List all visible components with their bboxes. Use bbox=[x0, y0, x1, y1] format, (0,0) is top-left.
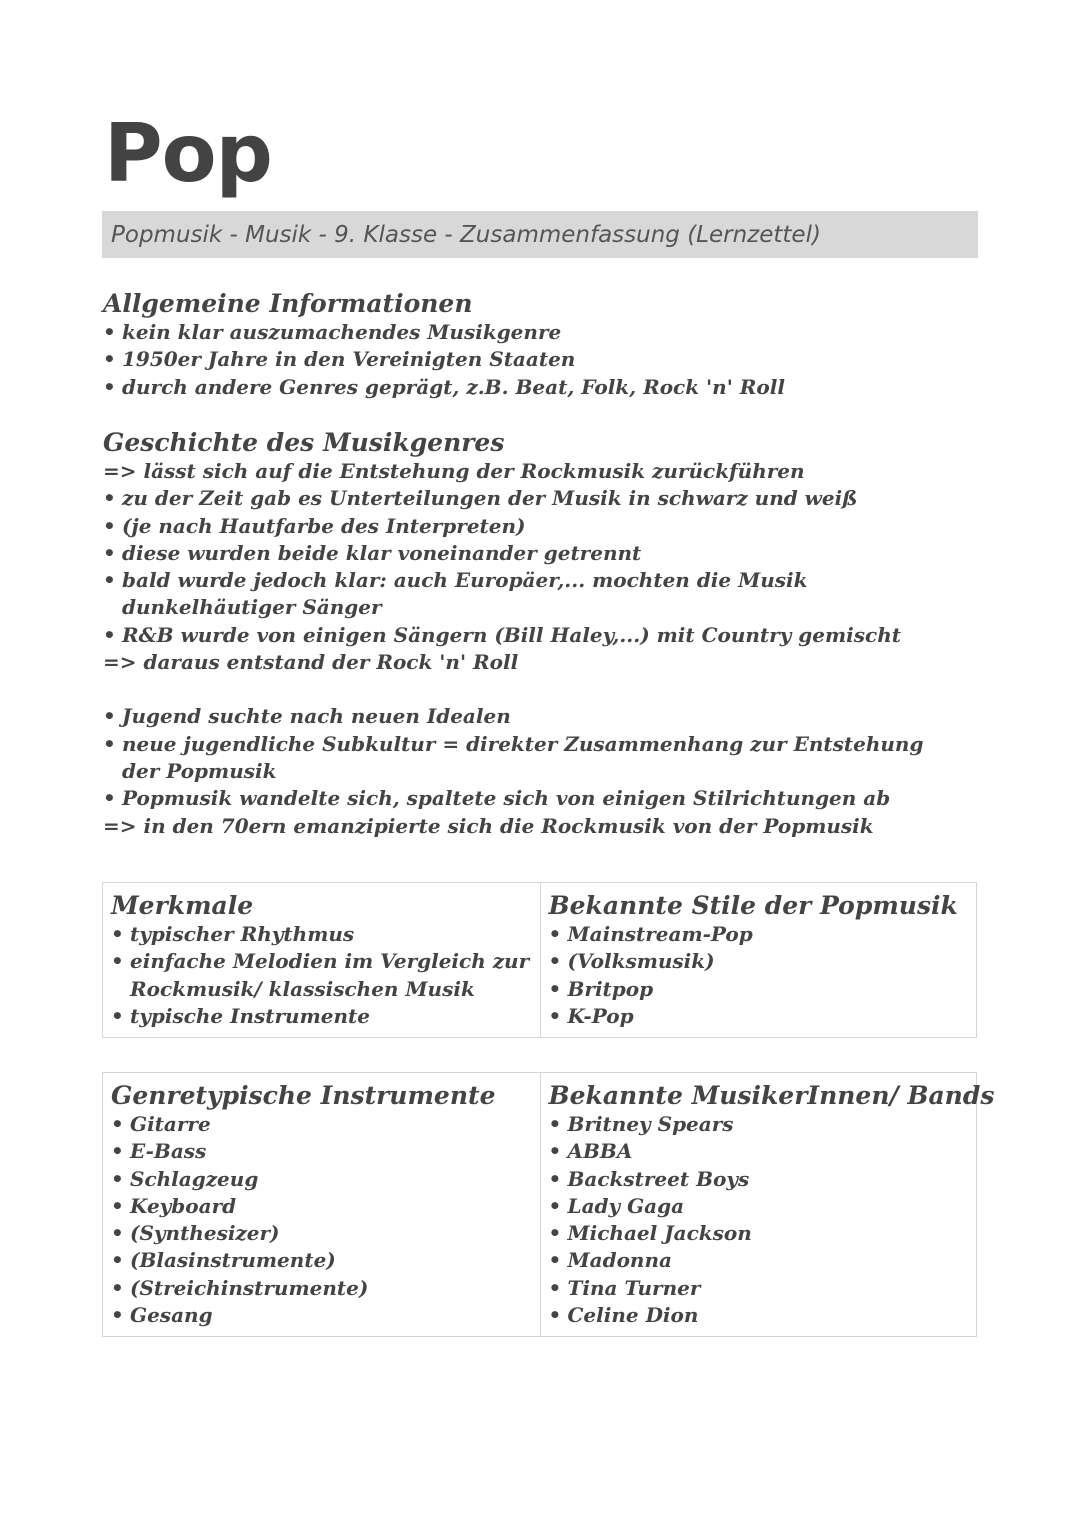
history-section bbox=[103, 428, 943, 840]
subtitle-bar: Popmusik - Musik - 9. Klasse - Zusammenfassung (Lernzettel) bbox=[102, 211, 978, 258]
list-item: • Gesang bbox=[111, 1302, 532, 1329]
list-item: • R&B wurde von einigen Sängern (Bill Haley,...) mit Country gemischt bbox=[103, 622, 943, 649]
list-item: • typische Instrumente bbox=[111, 1003, 532, 1030]
list-item: => lässt sich auf die Entstehung der Rockmusik zurückführen bbox=[103, 459, 805, 483]
list-item: • einfache Melodien im Vergleich zur Rockmusik/ klassischen Musik bbox=[111, 948, 532, 1003]
features-list bbox=[111, 921, 532, 1030]
list-item: • Gitarre bbox=[111, 1111, 532, 1138]
list-item: • Lady Gaga bbox=[549, 1193, 969, 1220]
list-item: • Schlagzeug bbox=[111, 1166, 532, 1193]
list-item: • Madonna bbox=[549, 1247, 969, 1274]
general-info-list bbox=[103, 319, 983, 401]
instruments-list bbox=[111, 1111, 532, 1329]
list-item: • (Synthesizer) bbox=[111, 1220, 532, 1247]
list-item: • zu der Zeit gab es Unterteilungen der Musik in schwarz und weiß bbox=[103, 485, 943, 512]
instruments-heading: Genretypische Instrumente bbox=[111, 1081, 496, 1110]
features-cell bbox=[103, 883, 540, 1037]
list-item: • Popmusik wandelte sich, spaltete sich von einigen Stilrichtungen ab bbox=[103, 785, 943, 812]
artists-cell bbox=[540, 1073, 995, 1336]
list-item: • Tina Turner bbox=[549, 1275, 969, 1302]
history-list bbox=[103, 458, 943, 840]
page-title: Pop bbox=[104, 107, 272, 200]
list-item: • (Streichinstrumente) bbox=[111, 1275, 532, 1302]
list-item: • typischer Rhythmus bbox=[111, 921, 532, 948]
history-heading: Geschichte des Musikgenres bbox=[103, 428, 505, 457]
instruments-artists-box bbox=[102, 1072, 995, 1337]
list-item: • neue jugendliche Subkultur = direkter Zusammenhang zur Entstehung der Popmusik bbox=[103, 731, 943, 786]
features-styles-box bbox=[102, 882, 977, 1038]
styles-cell bbox=[540, 883, 977, 1037]
list-item: • 1950er Jahre in den Vereinigten Staaten bbox=[103, 346, 983, 373]
list-item: • Britney Spears bbox=[549, 1111, 969, 1138]
list-item: • (je nach Hautfarbe des Interpreten) bbox=[103, 513, 943, 540]
general-info-section bbox=[103, 289, 983, 401]
list-item: => in den 70ern emanzipierte sich die Rockmusik von der Popmusik bbox=[103, 813, 874, 838]
styles-heading: Bekannte Stile der Popmusik bbox=[548, 891, 958, 920]
list-item: • (Blasinstrumente) bbox=[111, 1247, 532, 1274]
list-item: • Britpop bbox=[549, 976, 969, 1003]
list-item: • kein klar auszumachendes Musikgenre bbox=[103, 319, 983, 346]
list-item: • Celine Dion bbox=[549, 1302, 969, 1329]
list-item: • E-Bass bbox=[111, 1138, 532, 1165]
list-item: • Mainstream-Pop bbox=[549, 921, 969, 948]
instruments-cell bbox=[103, 1073, 540, 1336]
list-item: • bald wurde jedoch klar: auch Europäer,... mochten die Musik dunkelhäutiger Sänger bbox=[103, 567, 943, 622]
list-item: • diese wurden beide klar voneinander getrennt bbox=[103, 540, 943, 567]
artists-list bbox=[549, 1111, 969, 1329]
general-info-heading: Allgemeine Informationen bbox=[103, 289, 473, 318]
list-item: • Keyboard bbox=[111, 1193, 532, 1220]
list-item: • Jugend suchte nach neuen Idealen bbox=[103, 703, 943, 730]
list-item: • (Volksmusik) bbox=[549, 948, 969, 975]
artists-heading: Bekannte MusikerInnen/ Bands bbox=[548, 1081, 995, 1110]
list-item: • durch andere Genres geprägt, z.B. Beat, Folk, Rock 'n' Roll bbox=[103, 374, 983, 401]
list-item: • Backstreet Boys bbox=[549, 1166, 969, 1193]
list-item: • K-Pop bbox=[549, 1003, 969, 1030]
list-item: • ABBA bbox=[549, 1138, 969, 1165]
features-heading: Merkmale bbox=[111, 891, 254, 920]
list-item: => daraus entstand der Rock 'n' Roll bbox=[103, 650, 519, 675]
styles-list bbox=[549, 921, 969, 1030]
list-item: • Michael Jackson bbox=[549, 1220, 969, 1247]
